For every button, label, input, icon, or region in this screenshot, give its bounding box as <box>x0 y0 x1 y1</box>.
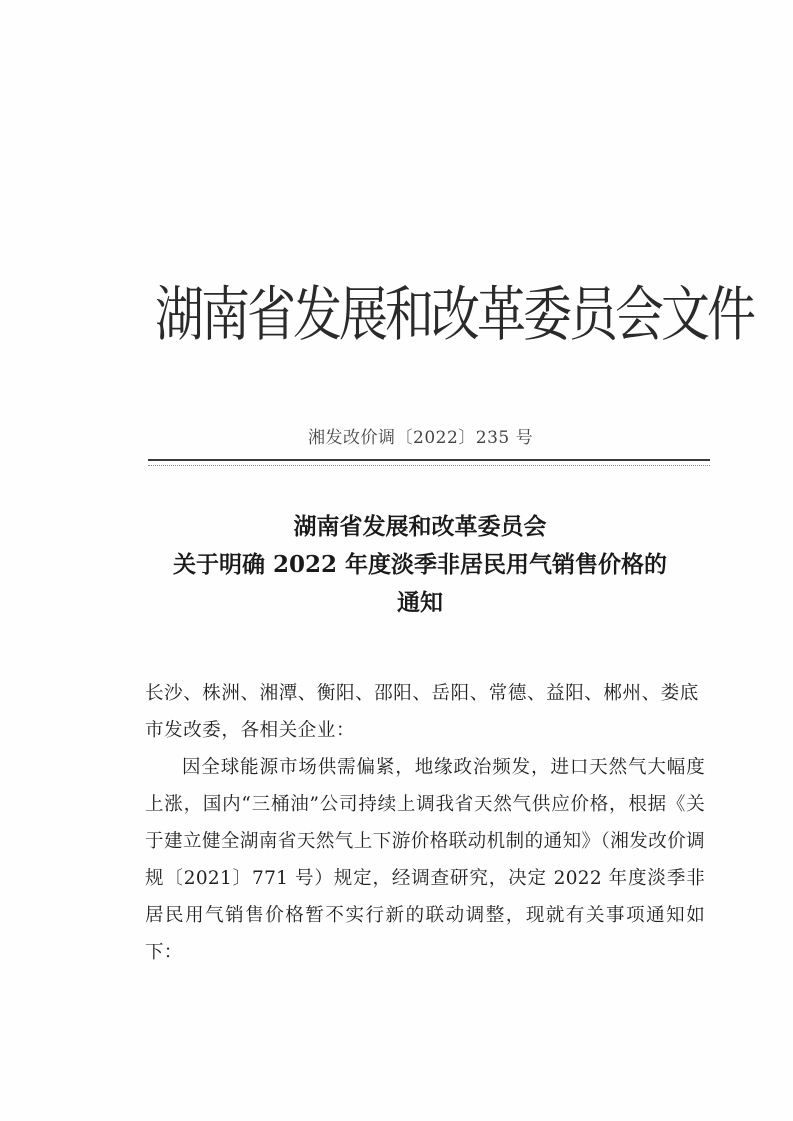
header-divider-dotted <box>148 465 710 466</box>
notice-body <box>145 675 705 971</box>
addressee: 长沙、株洲、湘潭、衡阳、邵阳、岳阳、常德、益阳、郴州、娄底市发改委，各相关企业： <box>145 683 699 741</box>
notice-title-line-2: 关于明确 2022 年度淡季非居民用气销售价格的 <box>172 551 668 578</box>
issuing-authority-header: 湖南省发展和改革委员会文件 <box>155 280 754 350</box>
notice-title-line-3: 通知 <box>397 589 443 616</box>
notice-title-line-1: 湖南省发展和改革委员会 <box>293 513 547 540</box>
document-number: 湘发改价调〔2022〕235 号 <box>308 428 534 448</box>
header-divider <box>148 459 710 461</box>
notice-title <box>140 508 700 622</box>
body-paragraph-1: 因全球能源市场供需偏紧，地缘政治频发，进口天然气大幅度上涨，国内“三桶油”公司持续上调我省天然气供应价格，根据《关于建立健全湖南省天然气上下游价格联动机制的通知》（湘发改价调规〔2021〕771 号）规定，经调查研究，决定 2022 年度淡季非居民用气销售价格暂不实行新的联动调整，现就有关事项通知如下： <box>145 757 705 963</box>
